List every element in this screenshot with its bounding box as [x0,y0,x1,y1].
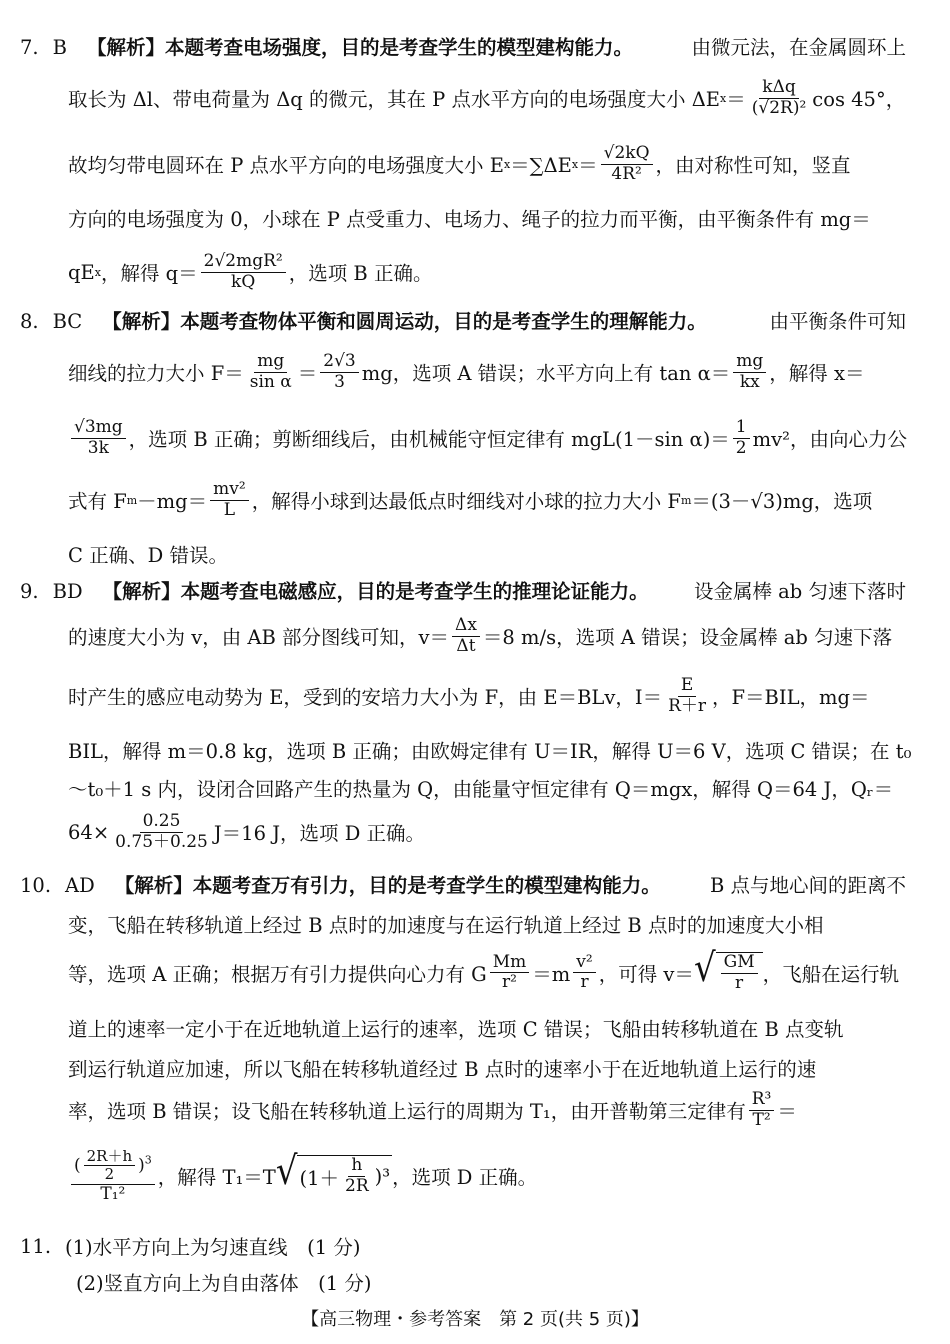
q8-line-5: C 正确、D 错误。 [68,544,228,567]
q7-fraction-3: $\frac{\text{2√2mgR²}}{kQ}$ [201,252,286,292]
q10-line-4: 道上的速率一定小于在近地轨道上运行的速率，选项 C 错误；飞船由转移轨道在 B 点变轨 [68,1018,844,1041]
q9-line-4: BIL，解得 m＝0.8 kg，选项 B 正确；由欧姆定律有 U＝IR，解得 U＝6 V，选项 C 错误；在 t₀ [68,740,912,763]
q7-line-1: 7. B 【解析】本题考查电场强度，目的是考查学生的模型建构能力。 由微元法，在金属圆环上 [20,36,906,59]
q8-line-1: 8. BC 【解析】本题考查物体平衡和圆周运动，目的是考查学生的理解能力。 由平衡条件可知 [20,310,906,333]
q10-line-6: 率，选项 B 错误；设飞船在转移轨道上运行的周期为 T₁，由开普勒第三定律有 $\frac{\text{R³}}{\text{T²}}$ ＝ [68,1089,797,1130]
q10-line-2: 变，飞船在转移轨道上经过 B 点时的加速度与在运行轨道上经过 B 点时的加速度大小相 [68,914,824,937]
q7-analysis-tag: 【解析】本题考查电场强度，目的是考查学生的模型建构能力。 [86,36,633,59]
q9-line-2: 的速度大小为 v，由 AB 部分图线可知，v＝ $\frac{\Delta x}{\Delta t}$ ＝8 m/s，选项 A 错误；设金属棒 ab 匀速下落 [68,615,893,656]
q10-line-5: 到运行轨道应加速，所以飞船在转移轨道经过 B 点时的速率小于在近地轨道上运行的速 [68,1058,817,1081]
q9-line-3: 时产生的感应电动势为 E，受到的安培力大小为 F，由 E＝BLv，I＝ $\frac{E}{R+r}$ ，F＝BIL，mg＝ [68,675,870,716]
q9-line-5: ～t₀＋1 s 内，设闭合回路产生的热量为 Q，由能量守恒定律有 Q＝mgx，解得 Q＝64 J，Qᵣ＝ [68,778,894,801]
q8-line-2: 细线的拉力大小 F＝ $\frac{mg}{\text{sin α}}$ ＝ $\frac{2√3}{3}$ mg，选项 A 错误；水平方向上有 tan α＝ $\frac{mg}{kx}$ ，解得 x＝ [68,351,865,392]
q7-line-3: 故均匀带电圆环在 P 点水平方向的电场强度大小 E x ＝∑ΔE x ＝ $\frac{√2kQ}{\text{4R²}}$ ，由对称性可知，竖直 [68,143,851,184]
q9-analysis-tag: 【解析】本题考查电磁感应，目的是考查学生的推理论证能力。 [102,580,649,603]
q8-line-3: $\frac{√3mg}{3k}$ ，选项 B 正确；剪断细线后，由机械能守恒定律有 mgL(1－sin α)＝ $\frac{1}{2}$ mv²，由向心力公 [68,418,906,458]
q9-line-1: 9. BD 【解析】本题考查电磁感应，目的是考查学生的推理论证能力。 设金属棒 ab 匀速下落时 [20,580,906,603]
q11-line-1: 11. (1)水平方向上为匀速直线 (1 分) [20,1234,361,1259]
q10-analysis-tag: 【解析】本题考查万有引力，目的是考查学生的模型建构能力。 [114,874,661,897]
q7-fraction-1: $\frac{\text{kΔq}}{\text{(√2R)²}}$ [751,77,807,118]
q10-line-7: ( $\frac{2R+h}{2}$ )$^3$ T₁² ，解得 T₁＝T √ (1＋ $\frac{h}{2R}$ )³ ，选项 D 正确。 [68,1148,906,1204]
q7-fraction-2: $\frac{√2kQ}{\text{4R²}}$ [601,144,653,184]
sqrt-symbol: √ (1＋ $\frac{h}{2R}$ )³ [275,1148,391,1197]
q10-line-3: 等，选项 A 正确；根据万有引力提供向心力有 G $\frac{Mm}{\text{r²}}$ ＝m $\frac{\text{v²}}{r}$ ，可得 v＝ √ $\frac{GM}{r}$ ，飞船在运行轨 [68,945,900,993]
q9-line-6: 64× $\frac{0.25}{0.75+0.25}$ J＝16 J，选项 D 正确。 [68,811,426,852]
q10-compound-fraction: ( $\frac{2R+h}{2}$ )$^3$ T₁² [71,1148,155,1204]
q8-line-4: 式有 F m －mg＝ $\frac{\text{mv²}}{L}$ ，解得小球到达最低点时细线对小球的拉力大小 F m ＝(3－√3)mg，选项 [68,479,873,520]
q7-line-2: 取长为 Δl、带电荷量为 Δq 的微元，其在 P 点水平方向的电场强度大小 ΔE x ＝ $\frac{\text{kΔq}}{\text{(√2R)²}}$ cos 45°， [68,77,906,118]
page-footer: 【高三物理・参考答案 第 2 页(共 5 页)】 [301,1309,649,1330]
q10-line-1: 10. AD 【解析】本题考查万有引力，目的是考查学生的模型建构能力。 B 点与地心间的距离不 [20,874,906,897]
q11-line-2: (2)竖直方向上为自由落体 (1 分) [76,1272,372,1295]
sqrt-symbol: √ $\frac{GM}{r}$ [694,952,763,993]
q7-line-5: qE x ，解得 q＝ $\frac{\text{2√2mgR²}}{kQ}$ ，选项 B 正确。 [68,251,433,292]
q7-line-4: 方向的电场强度为 0，小球在 P 点受重力、电场力、绳子的拉力而平衡，由平衡条件有 mg＝ [68,208,871,231]
q8-analysis-tag: 【解析】本题考查物体平衡和圆周运动，目的是考查学生的理解能力。 [102,310,707,333]
